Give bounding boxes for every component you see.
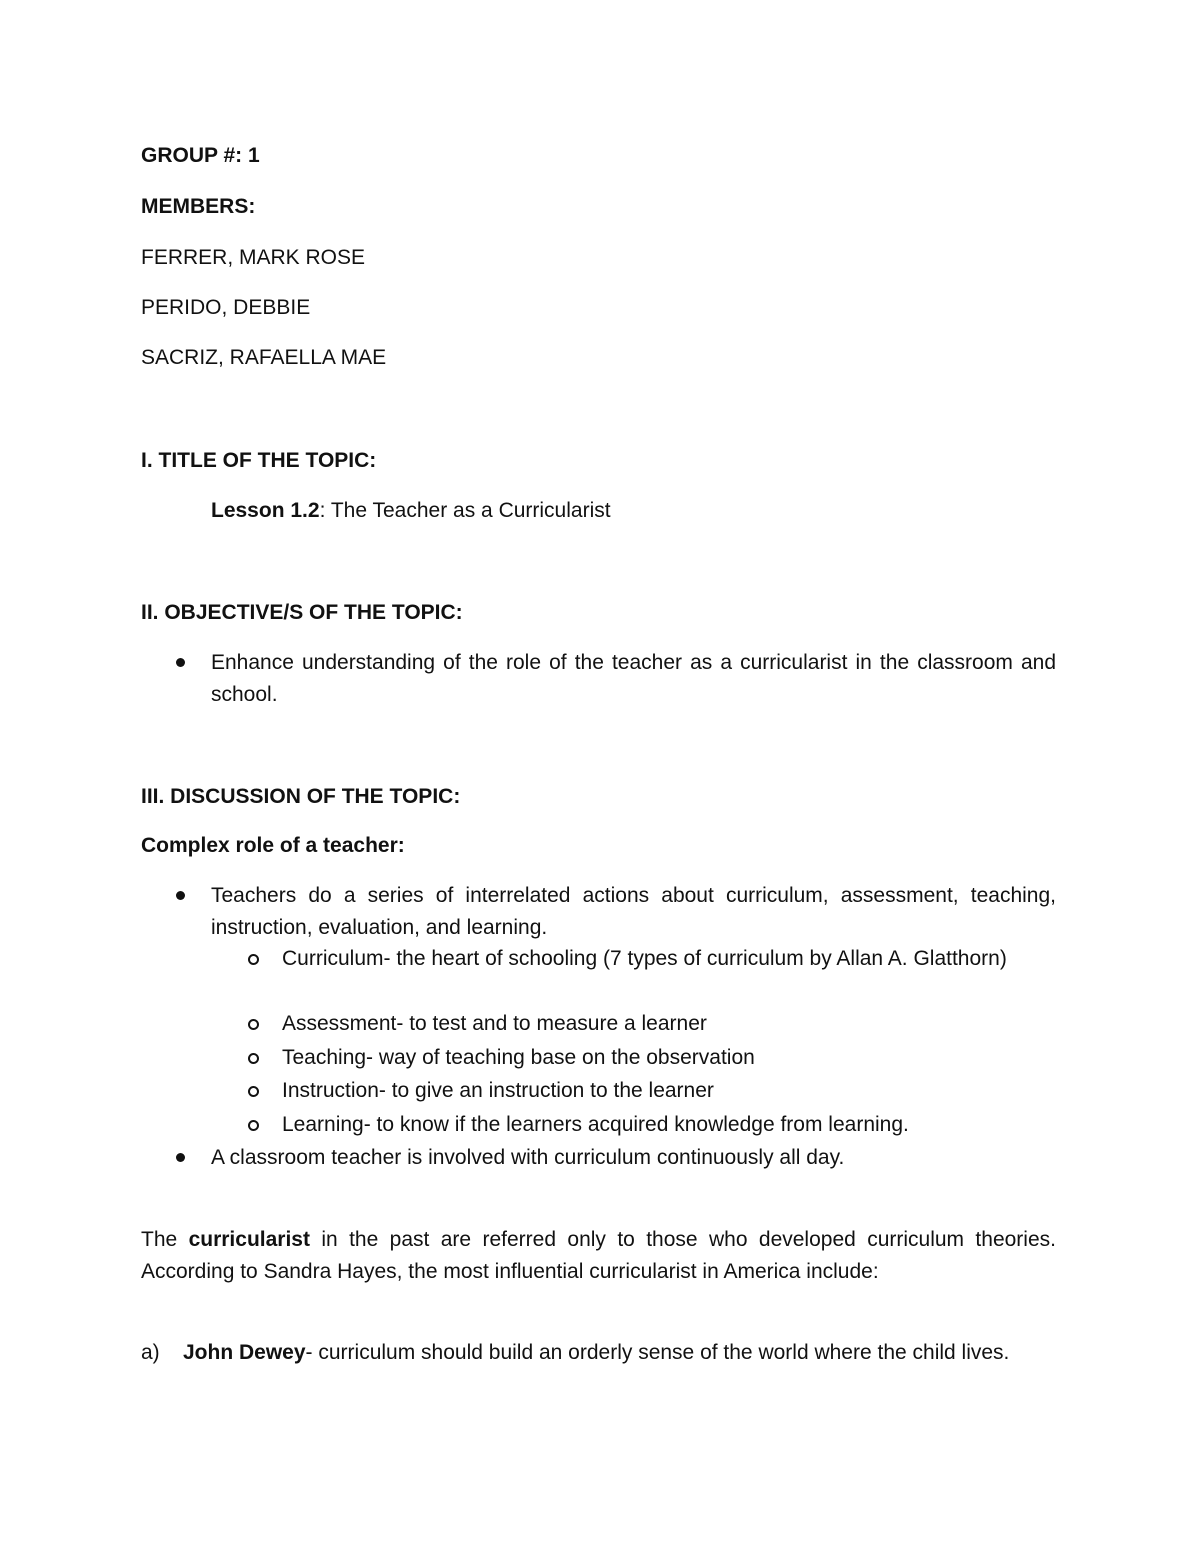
circle-bullet-icon	[248, 954, 259, 965]
section-title-heading: I. TITLE OF THE TOPIC:	[141, 449, 377, 472]
bullet-classroom-teacher: A classroom teacher is involved with curriculum continuously all day.	[211, 1146, 845, 1169]
paragraph-keyword: curricularist	[188, 1228, 310, 1251]
group-line	[141, 140, 260, 171]
group-value: 1	[247, 144, 260, 167]
subitem-curriculum: Curriculum- the heart of schooling (7 types of curriculum by Allan A. Glatthorn)	[282, 947, 1007, 970]
bullet-icon	[176, 1153, 185, 1162]
circle-bullet-icon	[248, 1053, 259, 1064]
curricularist-paragraph	[141, 1224, 1056, 1287]
list-marker: a)	[141, 1341, 160, 1364]
paragraph-rest: in the past are referred only to those who developed curriculum theories. According to Sandra Hayes, the most influential curricularist in America include:	[141, 1228, 1056, 1283]
members-label: MEMBERS:	[141, 195, 256, 218]
bullet-icon	[176, 891, 185, 900]
lesson-title: : The Teacher as a Curricularist	[319, 499, 611, 522]
objective-text: Enhance understanding of the role of the teacher as a curricularist in the classroom and school.	[211, 651, 1056, 706]
paragraph-start: The	[141, 1228, 178, 1251]
circle-bullet-icon	[248, 1086, 259, 1097]
circle-bullet-icon	[248, 1120, 259, 1131]
section-discussion-heading: III. DISCUSSION OF THE TOPIC:	[141, 785, 461, 808]
list-item-text: - curriculum should build an orderly sense of the world where the child lives.	[305, 1341, 1010, 1364]
subitem-teaching: Teaching- way of teaching base on the observation	[282, 1046, 755, 1069]
lesson-line	[211, 495, 611, 526]
member-name: PERIDO, DEBBIE	[141, 296, 311, 319]
circle-bullet-icon	[248, 1019, 259, 1030]
group-label: GROUP #:	[141, 144, 243, 167]
lesson-label: Lesson 1.2	[211, 499, 320, 522]
discussion-subheading: Complex role of a teacher:	[141, 834, 405, 857]
subitem-instruction: Instruction- to give an instruction to the learner	[282, 1079, 714, 1102]
list-item-john-dewey	[183, 1337, 1056, 1369]
bullet-teachers-actions: Teachers do a series of interrelated actions about curriculum, assessment, teaching, instruction, evaluation, and learning.	[211, 884, 1056, 939]
subitem-assessment: Assessment- to test and to measure a learner	[282, 1012, 707, 1035]
list-item-name: John Dewey	[183, 1341, 306, 1364]
member-name: FERRER, MARK ROSE	[141, 246, 366, 269]
section-objectives-heading: II. OBJECTIVE/S OF THE TOPIC:	[141, 601, 463, 624]
subitem-learning: Learning- to know if the learners acquired knowledge from learning.	[282, 1113, 909, 1136]
bullet-icon	[176, 658, 185, 667]
member-name: SACRIZ, RAFAELLA MAE	[141, 346, 387, 369]
